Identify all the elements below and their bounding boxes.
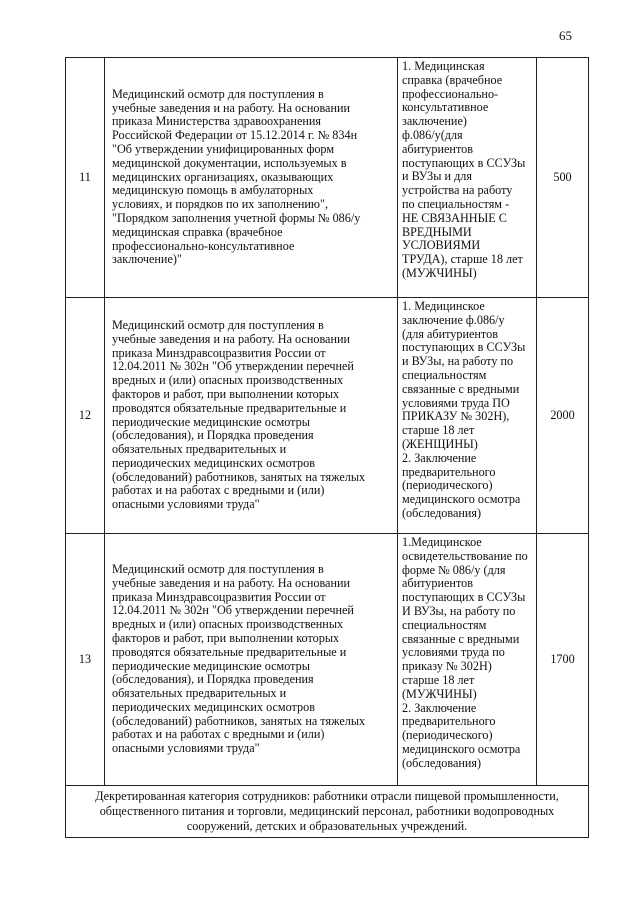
description-line: вредных и (или) опасных производственных xyxy=(112,373,344,388)
condition-line: (обследования) xyxy=(402,755,482,770)
condition-line: заключение) xyxy=(402,114,467,129)
description-line: медицинскую помощь в амбулаторных xyxy=(112,183,314,198)
note-line: сооружений, детских и образовательных учреждений. xyxy=(186,819,468,833)
row-number: 13 xyxy=(66,534,105,786)
note-line: Декретированная категория сотрудников: работники отрасли пищевой промышленности, xyxy=(95,789,559,803)
description-line: периодических медицинских осмотров xyxy=(112,455,315,470)
description-line: заключение)" xyxy=(112,252,182,267)
description-line: приказа Минздравсоцразвития России от xyxy=(112,589,326,604)
condition-line: старше 18 лет xyxy=(402,423,475,438)
condition-line: поступающих в ССУЗы xyxy=(402,155,526,170)
description-line: учебные заведения и на работу. На основании xyxy=(112,331,351,346)
condition-line: поступающих в ССУЗы xyxy=(402,590,526,605)
condition-line: 2. Заключение xyxy=(402,700,477,715)
description-line: "Порядком заполнения учетной формы № 086/у xyxy=(112,210,361,225)
description-line: периодические медицинские осмотры xyxy=(112,414,310,429)
condition-line: медицинского осмотра xyxy=(402,741,521,756)
description-line: проводятся обязательные предварительные и xyxy=(112,400,347,415)
description-line: работах и на работах с вредными и (или) xyxy=(112,727,325,742)
condition-line: (для абитуриентов xyxy=(402,326,498,341)
description-line: учебные заведения и на работу. На основании xyxy=(112,575,351,590)
condition-line: справка (врачебное xyxy=(402,72,503,87)
condition-line: медицинского осмотра xyxy=(402,492,521,507)
condition-line: 1.Медицинское xyxy=(402,535,482,549)
description-line: факторов и работ, при выполнении которых xyxy=(112,630,340,645)
condition-line: (МУЖЧИНЫ) xyxy=(402,265,477,280)
condition-line: 1. Медицинская xyxy=(402,59,485,73)
condition-line: (МУЖЧИНЫ) xyxy=(402,686,477,701)
description-line: 12.04.2011 № 302н "Об утверждении перечней xyxy=(112,359,354,374)
condition-line: профессионально- xyxy=(402,86,499,101)
condition-line: (периодического) xyxy=(402,478,493,493)
description-line: Медицинский осмотр для поступления в xyxy=(112,561,324,576)
services-table xyxy=(65,57,589,838)
description-line: учебные заведения и на работу. На основании xyxy=(112,100,351,115)
table-row xyxy=(66,58,589,298)
table-row xyxy=(66,298,589,534)
note-line: общественного питания и торговли, медицинский персонал, работники водопроводных xyxy=(99,804,555,818)
row-number: 12 xyxy=(66,298,105,534)
description-line: вредных и (или) опасных производственных xyxy=(112,617,344,632)
condition-line: заключение ф.086/у xyxy=(402,312,505,327)
note-row xyxy=(66,786,589,838)
condition-line: связанные с вредными xyxy=(402,631,520,646)
condition-line: по специальностям - xyxy=(402,196,510,211)
condition-line: и ВУЗы, на работу по xyxy=(402,354,514,369)
description-line: "Об утверждении унифицированных форм xyxy=(112,142,335,156)
service-description xyxy=(105,58,398,298)
service-description xyxy=(105,534,398,786)
condition-line: ф.086/у(для xyxy=(402,127,463,142)
description-line: (обследований) работников, занятых на тяжелых xyxy=(112,713,366,728)
description-line: опасными условиями труда" xyxy=(112,497,260,512)
condition-line: специальностям xyxy=(402,367,487,382)
description-line: работах и на работах с вредными и (или) xyxy=(112,483,325,498)
condition-line: и ВУЗы и для xyxy=(402,169,472,184)
condition-line: поступающих в ССУЗы xyxy=(402,340,526,355)
condition-line: старше 18 лет xyxy=(402,672,475,687)
condition-line: 2. Заключение xyxy=(402,450,477,465)
description-line: приказа Минздравсоцразвития России от xyxy=(112,345,326,360)
condition-line: предварительного xyxy=(402,464,496,479)
decreed-category-note xyxy=(66,786,589,838)
condition-line: специальностям xyxy=(402,617,487,632)
description-line: медицинской документации, используемых в xyxy=(112,155,347,170)
condition-line: ПРИКАЗУ № 302Н), xyxy=(402,409,510,424)
condition-line: связанные с вредными xyxy=(402,381,520,396)
description-line: условиях, и порядков по их заполнению", xyxy=(112,197,329,212)
description-line: опасными условиями труда" xyxy=(112,741,260,756)
description-line: факторов и работ, при выполнении которых xyxy=(112,386,340,401)
service-price: 1700 xyxy=(537,534,589,786)
description-line: Медицинский осмотр для поступления в xyxy=(112,317,324,332)
table-body xyxy=(66,58,589,838)
service-conditions xyxy=(398,298,537,534)
condition-line: ТРУДА), старше 18 лет xyxy=(402,252,523,267)
condition-line: (периодического) xyxy=(402,728,493,743)
condition-line: освидетельствование по xyxy=(402,548,528,563)
condition-line: абитуриентов xyxy=(402,141,473,156)
description-line: периодических медицинских осмотров xyxy=(112,699,315,714)
service-price: 2000 xyxy=(537,298,589,534)
condition-line: консультативное xyxy=(402,100,489,115)
condition-line: И ВУЗы, на работу по xyxy=(402,603,516,618)
service-description xyxy=(105,298,398,534)
description-line: проводятся обязательные предварительные и xyxy=(112,644,347,659)
condition-line: УСЛОВИЯМИ xyxy=(402,238,481,253)
description-line: приказа Министерства здравоохранения xyxy=(112,114,322,129)
description-line: медицинских организациях, оказывающих xyxy=(112,169,334,184)
page-number: 65 xyxy=(559,28,572,43)
description-line: (обследования), и Порядка проведения xyxy=(112,428,314,443)
condition-line: форме № 086/у (для xyxy=(402,562,506,577)
condition-line: НЕ СВЯЗАННЫЕ С xyxy=(402,210,507,225)
row-number: 11 xyxy=(66,58,105,298)
condition-line: приказу № 302Н) xyxy=(402,659,492,674)
description-line: периодические медицинские осмотры xyxy=(112,658,310,673)
condition-line: (обследования) xyxy=(402,505,482,520)
description-line: (обследования), и Порядка проведения xyxy=(112,672,314,687)
description-line: обязательных предварительных и xyxy=(112,442,287,457)
table-row xyxy=(66,534,589,786)
condition-line: условиями труда ПО xyxy=(402,395,510,410)
condition-line: предварительного xyxy=(402,714,496,729)
description-line: обязательных предварительных и xyxy=(112,686,287,701)
description-line: (обследований) работников, занятых на тяжелых xyxy=(112,469,366,484)
description-line: Российской Федерации от 15.12.2014 г. № 834н xyxy=(112,128,358,143)
description-line: Медицинский осмотр для поступления в xyxy=(112,86,324,101)
description-line: медицинская справка (врачебное xyxy=(112,224,283,239)
description-line: профессионально-консультативное xyxy=(112,238,295,253)
condition-line: устройства на работу xyxy=(402,183,513,198)
service-conditions xyxy=(398,534,537,786)
service-price: 500 xyxy=(537,58,589,298)
condition-line: абитуриентов xyxy=(402,576,473,591)
condition-line: 1. Медицинское xyxy=(402,299,485,313)
condition-line: условиями труда по xyxy=(402,645,505,660)
service-conditions xyxy=(398,58,537,298)
description-line: 12.04.2011 № 302н "Об утверждении перечней xyxy=(112,603,354,618)
condition-line: ВРЕДНЫМИ xyxy=(402,224,472,239)
condition-line: (ЖЕНЩИНЫ) xyxy=(402,436,478,451)
